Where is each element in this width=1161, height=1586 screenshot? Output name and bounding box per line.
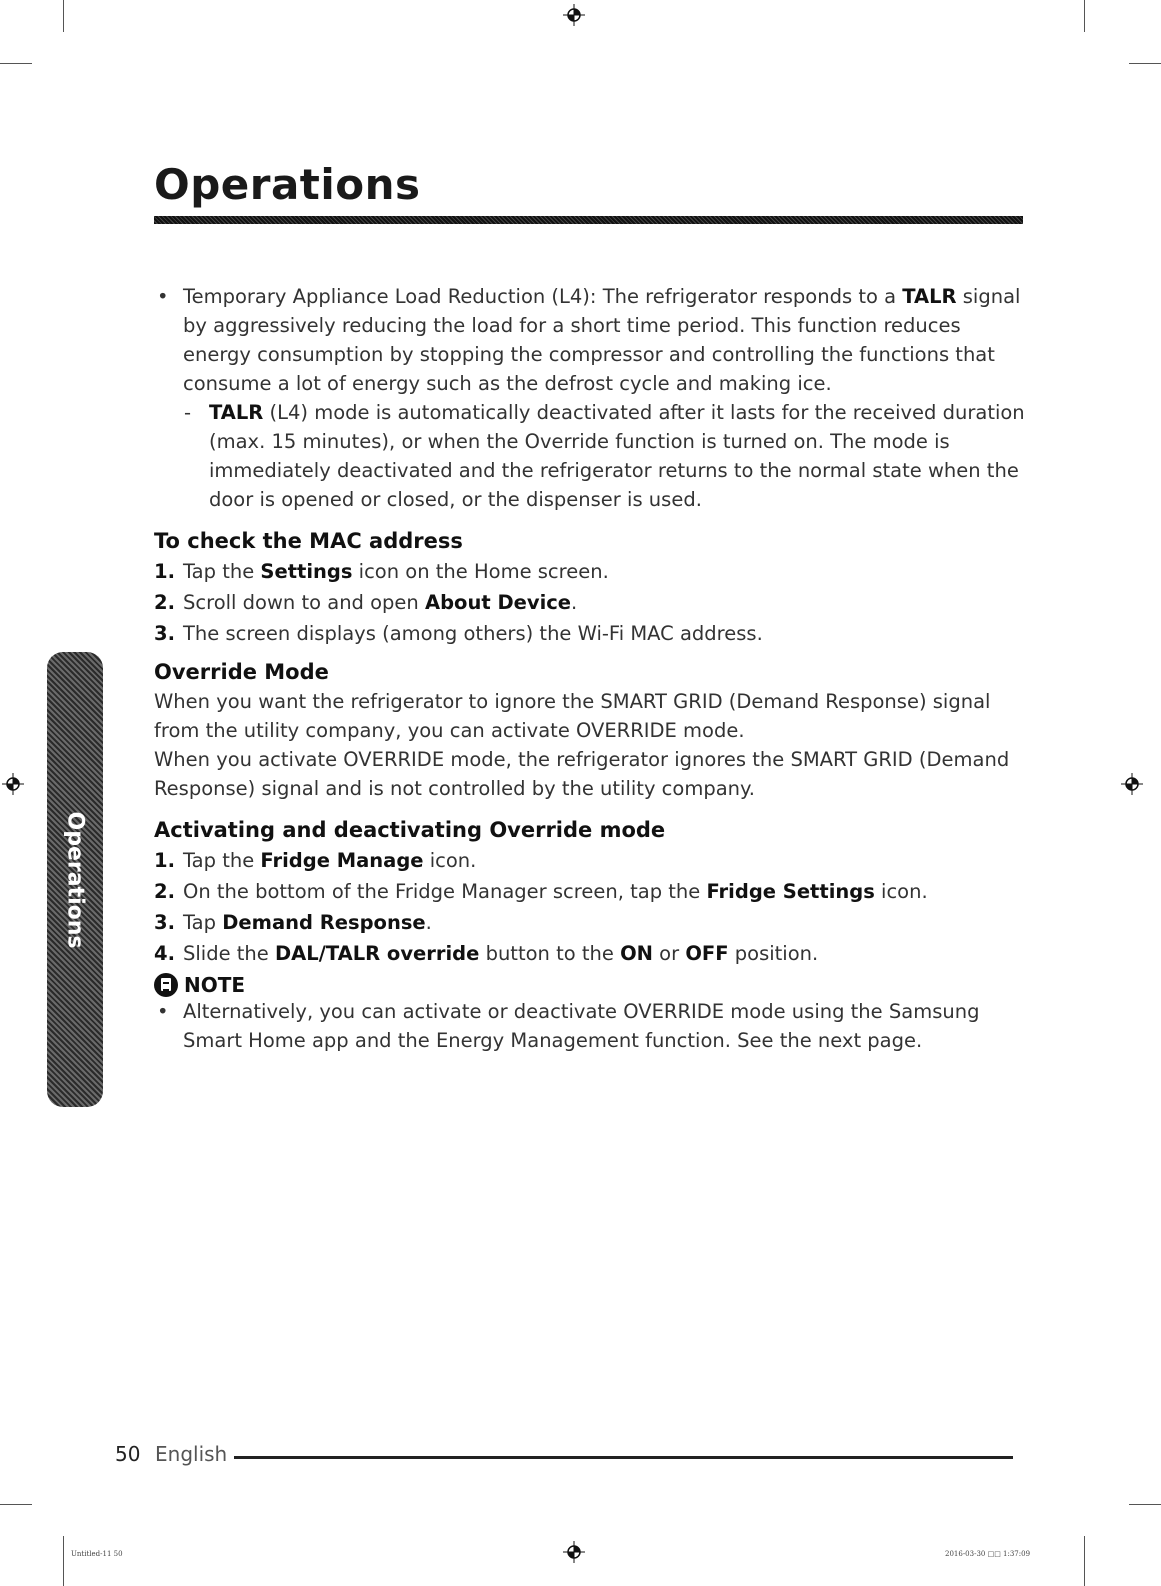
crop-mark <box>63 0 64 32</box>
list-item: 2. On the bottom of the Fridge Manager screen, tap the Fridge Settings icon. <box>154 880 928 903</box>
list-item: 1. Tap the Fridge Manage icon. <box>154 849 477 872</box>
crop-mark <box>1129 63 1161 64</box>
dash-marker: - <box>184 401 192 424</box>
footer-rule <box>234 1456 1013 1459</box>
list-item: 2. Scroll down to and open About Device. <box>154 591 578 614</box>
crop-mark <box>63 1536 64 1586</box>
bullet-marker: • <box>157 285 169 308</box>
section-side-tab <box>47 652 103 1107</box>
registration-mark-icon <box>563 4 585 26</box>
mac-steps <box>154 556 1034 649</box>
crop-mark <box>0 63 32 64</box>
crop-mark <box>0 1504 32 1505</box>
footer-language: English <box>155 1442 228 1466</box>
registration-mark-icon <box>2 773 24 795</box>
list-item: 4. Slide the DAL/TALR override button to the ON or OFF position. <box>154 942 819 965</box>
print-meta-right: 2016-03-30 □□ 1:37:09 <box>945 1550 1031 1558</box>
activating-steps <box>154 845 1034 969</box>
print-meta-left: Untitled-11 50 <box>71 1550 123 1558</box>
crop-mark <box>1129 1504 1161 1505</box>
page-number: 50 <box>115 1442 141 1466</box>
talr-sub-bullet: - TALR (L4) mode is automatically deactivated after it lasts for the received duration (max. 15 minutes), or when the Override function is turned on. The mode is immediately deactivated and the refrigerator returns to the normal state when the door is opened or closed, or the dispenser is used. <box>154 398 1034 514</box>
crop-mark <box>1084 1536 1085 1586</box>
registration-mark-icon <box>563 1541 585 1563</box>
list-item: 3. Tap Demand Response. <box>154 911 432 934</box>
activating-heading: Activating and deactivating Override mode <box>154 818 666 842</box>
main-content <box>154 282 1034 1055</box>
override-heading: Override Mode <box>154 660 329 684</box>
talr-bullet: • Temporary Appliance Load Reduction (L4): The refrigerator responds to a TALR signal by aggressively reducing the load for a short time period. This function reduces energy consumption by stopping the compressor and controlling the functions that consume a lot of energy such as the defrost cycle and making ice. <box>154 282 1034 398</box>
override-paragraph: When you want the refrigerator to ignore the SMART GRID (Demand Response) signal from the utility company, you can activate OVERRIDE mode. <box>154 690 991 742</box>
list-item: 3. The screen displays (among others) the Wi-Fi MAC address. <box>154 622 763 645</box>
crop-mark <box>1084 0 1085 32</box>
note-header <box>154 973 1034 997</box>
bullet-marker: • <box>157 1000 169 1023</box>
override-paragraph: When you activate OVERRIDE mode, the refrigerator ignores the SMART GRID (Demand Response) signal and is not controlled by the utility company. <box>154 748 1010 800</box>
registration-mark-icon <box>1121 773 1143 795</box>
page-title: Operations <box>154 160 421 209</box>
mac-heading: To check the MAC address <box>154 529 463 553</box>
note-bullet: • Alternatively, you can activate or deactivate OVERRIDE mode using the Samsung Smart Home app and the Energy Management function. See the next page. <box>154 997 1034 1055</box>
list-item: 1. Tap the Settings icon on the Home screen. <box>154 560 609 583</box>
note-label: NOTE <box>184 973 246 997</box>
side-tab-label: Operations <box>62 811 88 948</box>
note-icon <box>154 973 178 997</box>
title-rule <box>154 216 1023 224</box>
